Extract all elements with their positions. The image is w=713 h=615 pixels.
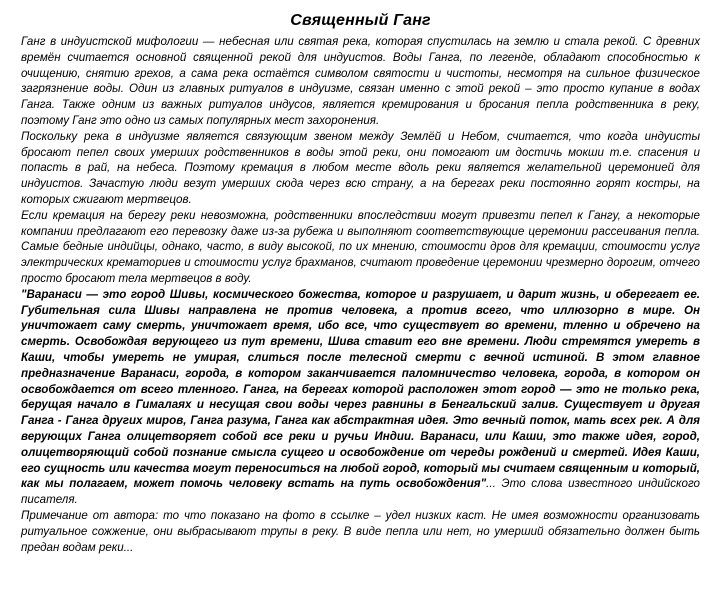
document-title: Священный Ганг [290, 12, 431, 29]
paragraph-cremation-costs: Если кремация на берегу реки невозможна, родственники впоследствии могут привезти пепел к Гангу, а некоторые компании предлагают его перевозку даже из-за рубежа и выполняют соответствующие церемонии рассеивания пепла. Самые бедные индийцы, однако, часто, в виду высокой, по их мнению, стоимости дров для кремации, стоимости услуг электрических крематориев и стоимости услуг брахманов, считают проведение церемонии чрезмерно дорогим, отчего просто бросают тела мертвецов в воду. [21, 208, 700, 285]
quote-attribution: ... Это слова известного индийского писателя. [21, 477, 700, 507]
varanasi-quote: "Варанаси — это город Шивы, космического божества, которое и разрушает, и дарит жизнь, и оберегает ее. Губительная сила Шивы направлена не против человека, а против всего, что иллюзорно в мире. Он уничтожает саму смерть, уничтожает время, ибо все, что существует во времени, тленно и обречено на смерть. Освобождая верующего из пут времени, Шива ставит его вне времени. Люди стремятся умереть в Каши, чтобы умереть не умирая, слиться после телесной смерти с вечной истиной. В этом главное предназначение Варанаси, города, в котором заканчивается паломничество человека, города, в котором он освобождается от всего тленного. Ганга, на берегах которой расположен этот город — это не только река, берущая начало в Гималаях и несущая свои воды через равнины в Бенгальский залив. Существует и другая Ганга - Ганга других миров, Ганга разума, Ганга как абстрактная идея. Это вечный поток, мать всех рек. А для верующих Ганга олицетворяет собой все реки и ручьи Индии. Варанаси, или Каши, это также идея, город, олицетворяющий собой познание смысла сущего и освобождение от череды рождений и смертей. Идея Каши, его сущность или качества могут переноситься на любой город, который мы считаем священным и который, как мы полагаем, может помочь человеку встать на путь освобождения" [21, 287, 700, 491]
paragraph-heaven-link: Поскольку река в индуизме является связующим звеном между Землёй и Небом, считается, что когда индуисты бросают пепел своих умерших родственников в воды этой реки, они помогают им достичь мокши т.е. спасения и попасть в рай, на небеса. Поэтому кремация в любом месте вдоль реки является желательной церемонией для индуистов. Зачастую люди везут умерших сюда через всю страну, а на берегах реки постоянно горят костры, на которых сжигают мертвецов. [21, 129, 700, 206]
quote-paragraph [21, 287, 700, 508]
author-note: Примечание от автора: то что показано на фото в ссылке – удел низких каст. Не имея возможности организовать ритуальное сожжение, они выбрасывают трупы в реку. В виде пепла или нет, но умерший обязательно должен быть предан водам реки... [21, 508, 700, 554]
paragraph-intro: Ганг в индуистской мифологии — небесная или святая река, которая спустилась на землю и стала рекой. С древних времён считается основной священной рекой для индуистов. Воды Ганга, по легенде, обладают способностью к очищению, снятию грехов, а сама река остаётся символом святости и чистоты, несмотря на сильное физическое загрязнение воды. Один из главных ритуалов в индуизме, связан именно с этой рекой – это просто купание в водах Ганга. Также одним из важных ритуалов индусов, является кремирования и бросания пепла родственника в реку, поэтому Ганг это одно из самых популярных мест захоронения. [21, 35, 700, 127]
